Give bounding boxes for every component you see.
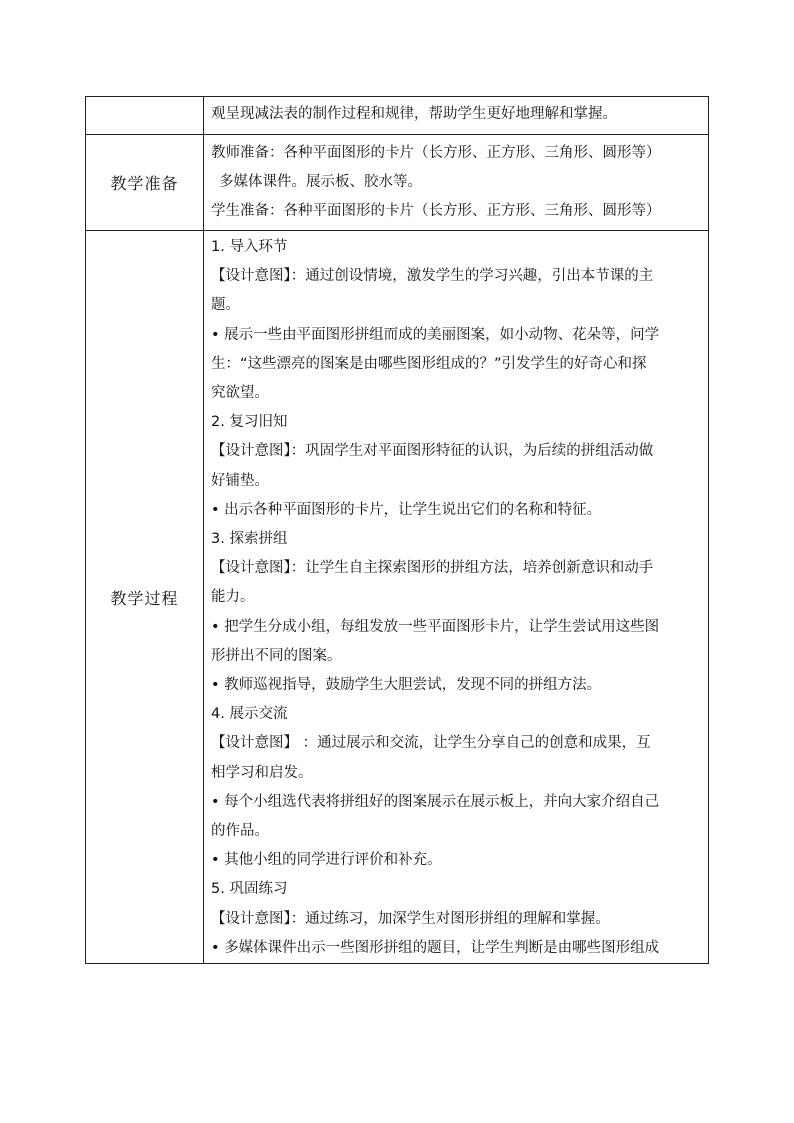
process-line: 能力。 bbox=[211, 589, 255, 606]
teacher-prep-line2: 多媒体课件。展示板、胶水等。 bbox=[219, 174, 422, 190]
process-line: 好铺垫。 bbox=[211, 472, 269, 489]
process-line: 【设计意图】 ：通过展示和交流，让学生分享自己的创意和成果，互 bbox=[211, 735, 651, 752]
continuation-text: 观呈现减法表的制作过程和规律，帮助学生更好地理解和掌握。 bbox=[211, 106, 617, 122]
process-line: 3. 探索拼组 bbox=[211, 531, 288, 548]
teacher-prep-line1: 教师准备：各种平面图形的卡片（长方形、正方形、三角形、圆形等） bbox=[211, 145, 661, 161]
process-line: 【设计意图】：通过创设情境，激发学生的学习兴趣，引出本节课的主 bbox=[211, 268, 654, 285]
process-line: 【设计意图】：巩固学生对平面图形特征的认识，为后续的拼组活动做 bbox=[211, 443, 654, 460]
process-line: 相学习和启发。 bbox=[211, 764, 313, 781]
row-label-empty bbox=[86, 97, 204, 135]
process-line: • 多媒体课件出示一些图形拼组的题目，让学生判断是由哪些图形组成 bbox=[211, 939, 660, 956]
table-row-continuation bbox=[86, 97, 709, 135]
process-line: • 教师巡视指导，鼓励学生大胆尝试，发现不同的拼组方法。 bbox=[211, 677, 602, 694]
lesson-plan-table bbox=[85, 96, 709, 964]
process-line: 【设计意图】：让学生自主探索图形的拼组方法，培养创新意识和动手 bbox=[211, 560, 654, 577]
process-line: 生：“这些漂亮的图案是由哪些图形组成的？”引发学生的好奇心和探 bbox=[211, 355, 647, 372]
process-line: 形拼出不同的图案。 bbox=[211, 647, 342, 664]
table-row-preparation bbox=[86, 135, 709, 231]
process-line: • 每个小组选代表将拼组好的图案展示在展示板上，并向大家介绍自己 bbox=[211, 793, 660, 810]
process-line: 【设计意图】：通过练习，加深学生对图形拼组的理解和掌握。 bbox=[211, 910, 610, 927]
row-label-process: 教学过程 bbox=[86, 231, 204, 964]
process-line: • 展示一些由平面图形拼组而成的美丽图案，如小动物、花朵等，问学 bbox=[211, 326, 660, 343]
row-content-preparation bbox=[204, 135, 709, 231]
process-line: 究欲望。 bbox=[211, 385, 269, 402]
process-line: 题。 bbox=[211, 297, 240, 314]
student-prep-line: 学生准备：各种平面图形的卡片（长方形、正方形、三角形、圆形等） bbox=[211, 203, 661, 219]
process-line: 的作品。 bbox=[211, 823, 269, 840]
process-line: 4. 展示交流 bbox=[211, 706, 288, 723]
process-line: 1. 导入环节 bbox=[211, 239, 288, 255]
row-content-process bbox=[204, 231, 709, 964]
process-line: 2. 复习旧知 bbox=[211, 414, 288, 431]
process-line: • 出示各种平面图形的卡片，让学生说出它们的名称和特征。 bbox=[211, 501, 602, 518]
process-line: • 其他小组的同学进行评价和补充。 bbox=[211, 852, 442, 869]
row-label-preparation: 教学准备 bbox=[86, 135, 204, 231]
process-line: • 把学生分成小组，每组发放一些平面图形卡片，让学生尝试用这些图 bbox=[211, 618, 660, 635]
row-content-continuation bbox=[204, 97, 709, 135]
process-line: 5. 巩固练习 bbox=[211, 881, 288, 898]
table-row-process bbox=[86, 231, 709, 964]
